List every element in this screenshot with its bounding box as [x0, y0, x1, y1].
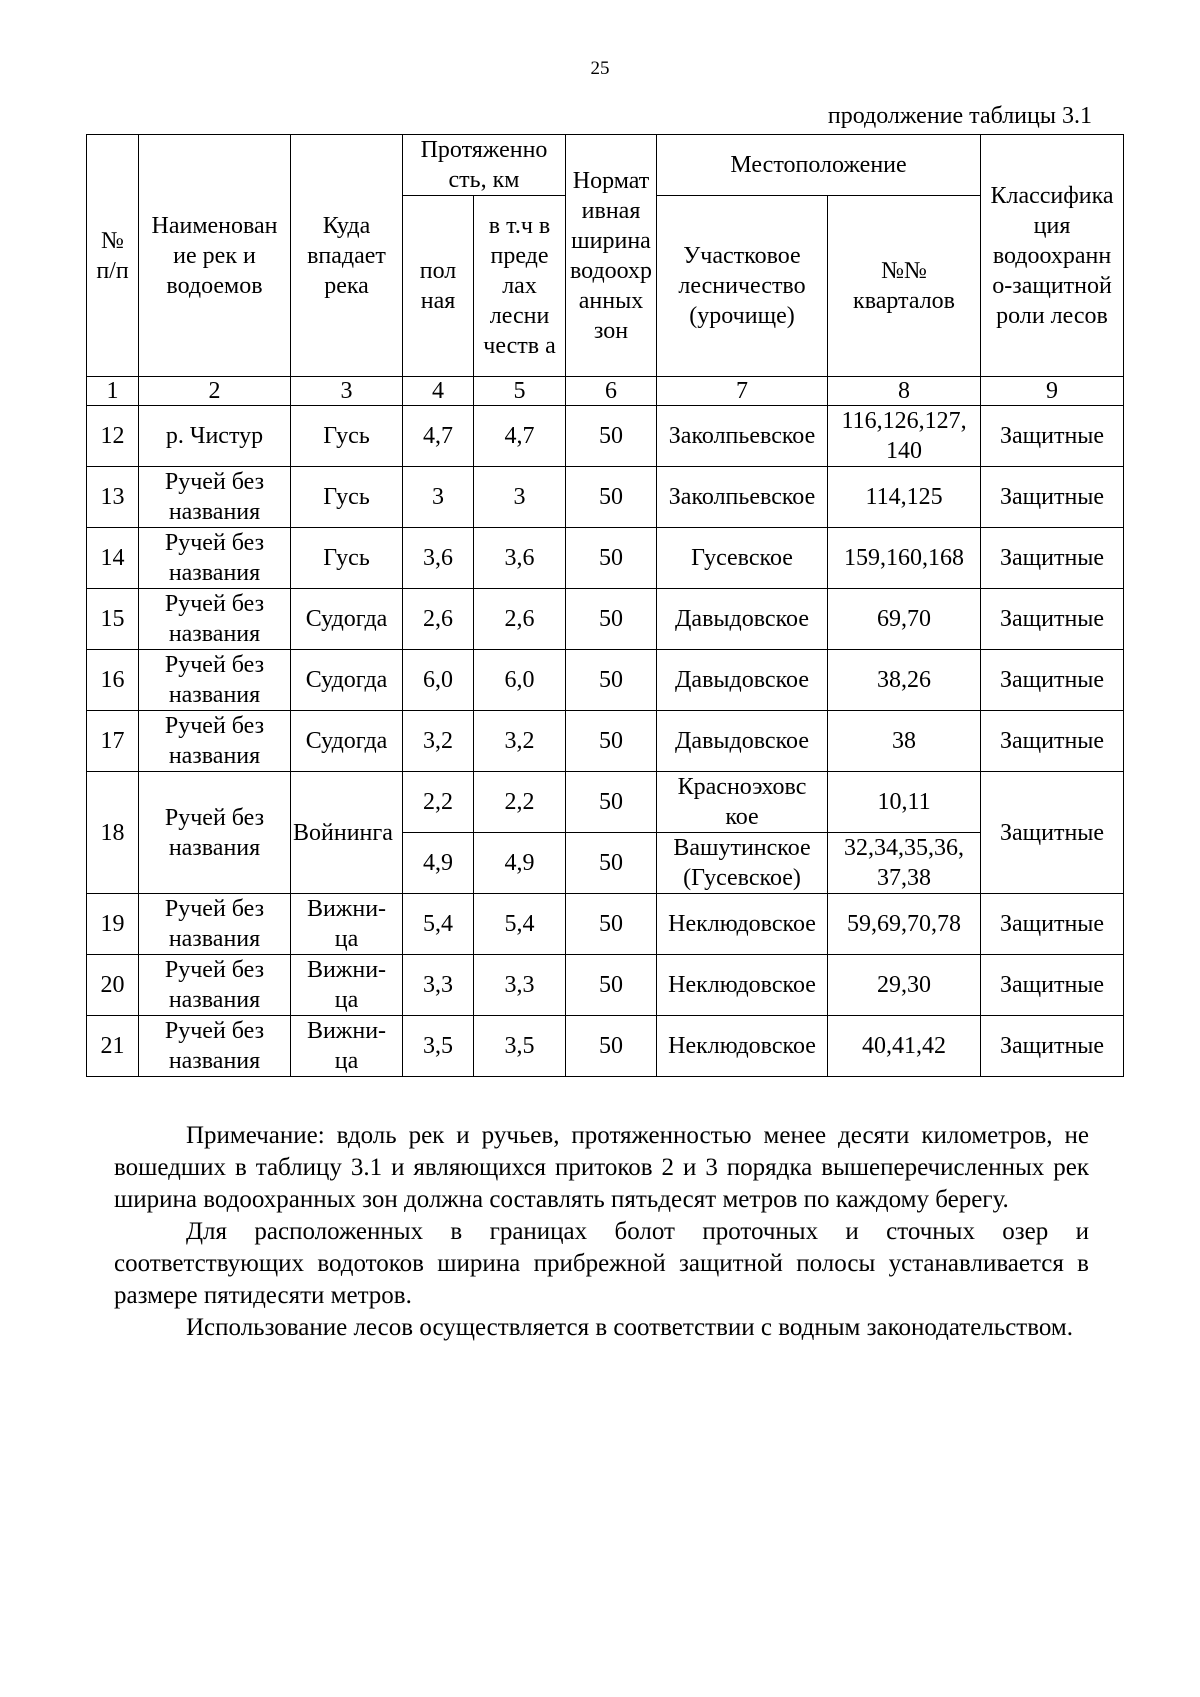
cell-length-full: 3 [403, 467, 474, 528]
cell-forestry: Заколпьевское [657, 467, 828, 528]
cell-width: 50 [566, 711, 657, 772]
cell-length-full: 3,3 [403, 955, 474, 1016]
column-number: 3 [291, 377, 403, 406]
cell-flows-into: Судогда [291, 711, 403, 772]
cell-name: Ручей без названия [139, 894, 291, 955]
cell-forestry: Неклюдовское [657, 894, 828, 955]
table-caption: продолжение таблицы 3.1 [827, 103, 1092, 129]
cell-num: 13 [87, 467, 139, 528]
cell-length-full: 2,6 [403, 589, 474, 650]
header-flows-into: Куда впадает река [291, 135, 403, 377]
cell-length-full: 5,4 [403, 894, 474, 955]
cell-name: Ручей без названия [139, 955, 291, 1016]
cell-flows-into: Судогда [291, 589, 403, 650]
cell-length-forestry: 4,9 [474, 833, 566, 894]
cell-length-forestry: 2,2 [474, 772, 566, 833]
header-row-1 [87, 135, 1124, 196]
cell-num: 20 [87, 955, 139, 1016]
cell-num: 14 [87, 528, 139, 589]
cell-blocks: 69,70 [828, 589, 981, 650]
cell-num: 19 [87, 894, 139, 955]
cell-length-forestry: 4,7 [474, 406, 566, 467]
column-number-row [87, 377, 1124, 406]
column-number: 6 [566, 377, 657, 406]
cell-classification: Защитные [981, 467, 1124, 528]
cell-forestry: Красноэховс кое [657, 772, 828, 833]
notes-section [114, 1120, 1089, 1344]
cell-classification: Защитные [981, 650, 1124, 711]
table-row [87, 772, 1124, 833]
cell-blocks: 159,160,168 [828, 528, 981, 589]
cell-num: 17 [87, 711, 139, 772]
cell-length-forestry: 3,2 [474, 711, 566, 772]
cell-classification: Защитные [981, 894, 1124, 955]
cell-num: 16 [87, 650, 139, 711]
header-blocks: №№ кварталов [828, 196, 981, 377]
cell-forestry: Гусевское [657, 528, 828, 589]
cell-length-full: 3,5 [403, 1016, 474, 1077]
column-number: 5 [474, 377, 566, 406]
header-num: № п/п [87, 135, 139, 377]
cell-width: 50 [566, 1016, 657, 1077]
cell-width: 50 [566, 589, 657, 650]
cell-length-forestry: 3 [474, 467, 566, 528]
table-row [87, 406, 1124, 467]
cell-classification: Защитные [981, 711, 1124, 772]
page-number: 25 [590, 58, 610, 79]
table-row [87, 1016, 1124, 1077]
cell-flows-into: Вижни- ца [291, 1016, 403, 1077]
column-number: 8 [828, 377, 981, 406]
column-number: 4 [403, 377, 474, 406]
header-name: Наименован ие рек и водоемов [139, 135, 291, 377]
cell-length-full: 4,9 [403, 833, 474, 894]
cell-classification: Защитные [981, 406, 1124, 467]
note-paragraph: Для расположенных в границах болот проточных и сточных озер и соответствующих водотоков ширина прибрежной защитной полосы устанавливается в размере пятидесяти метров. [114, 1218, 1089, 1309]
cell-width: 50 [566, 467, 657, 528]
cell-blocks: 114,125 [828, 467, 981, 528]
cell-name: Ручей без названия [139, 1016, 291, 1077]
table-row [87, 528, 1124, 589]
header-norm-width: Нормат ивная ширина водоохр анных зон [566, 135, 657, 377]
cell-num: 12 [87, 406, 139, 467]
table-row [87, 467, 1124, 528]
cell-length-full: 3,2 [403, 711, 474, 772]
cell-length-full: 4,7 [403, 406, 474, 467]
cell-blocks: 10,11 [828, 772, 981, 833]
cell-flows-into: Гусь [291, 467, 403, 528]
cell-forestry: Давыдовское [657, 650, 828, 711]
note-paragraph: Использование лесов осуществляется в соответствии с водным законодательством. [186, 1314, 1073, 1341]
cell-name: Ручей без названия [139, 528, 291, 589]
cell-forestry: Неклюдовское [657, 1016, 828, 1077]
cell-length-forestry: 5,4 [474, 894, 566, 955]
cell-length-full: 3,6 [403, 528, 474, 589]
table-row [87, 650, 1124, 711]
table-row [87, 894, 1124, 955]
cell-width: 50 [566, 650, 657, 711]
header-length-forestry: в т.ч в преде лах лесни честв а [474, 196, 566, 377]
cell-name: р. Чистур [139, 406, 291, 467]
table-row [87, 711, 1124, 772]
header-classification: Классифика ция водоохранн о-защитной роли лесов [981, 135, 1124, 377]
cell-flows-into: Вижни- ца [291, 955, 403, 1016]
header-forestry: Участковое лесничество (урочище) [657, 196, 828, 377]
cell-blocks: 116,126,127, 140 [828, 406, 981, 467]
cell-blocks: 32,34,35,36, 37,38 [828, 833, 981, 894]
cell-classification: Защитные [981, 528, 1124, 589]
cell-num: 15 [87, 589, 139, 650]
cell-forestry: Неклюдовское [657, 955, 828, 1016]
header-length-group: Протяженно сть, км [403, 135, 566, 196]
column-number: 2 [139, 377, 291, 406]
cell-forestry: Заколпьевское [657, 406, 828, 467]
cell-length-forestry: 6,0 [474, 650, 566, 711]
cell-blocks: 29,30 [828, 955, 981, 1016]
cell-forestry: Вашутинское (Гусевское) [657, 833, 828, 894]
cell-flows-into: Гусь [291, 406, 403, 467]
cell-name: Ручей без названия [139, 711, 291, 772]
table-row [87, 589, 1124, 650]
cell-classification: Защитные [981, 772, 1124, 894]
cell-width: 50 [566, 772, 657, 833]
column-number: 1 [87, 377, 139, 406]
cell-length-forestry: 3,5 [474, 1016, 566, 1077]
cell-flows-into: Судогда [291, 650, 403, 711]
cell-num: 18 [87, 772, 139, 894]
column-number: 9 [981, 377, 1124, 406]
cell-length-full: 6,0 [403, 650, 474, 711]
table-row [87, 955, 1124, 1016]
cell-name: Ручей без названия [139, 650, 291, 711]
cell-width: 50 [566, 406, 657, 467]
column-number: 7 [657, 377, 828, 406]
cell-width: 50 [566, 833, 657, 894]
cell-flows-into: Гусь [291, 528, 403, 589]
cell-forestry: Давыдовское [657, 711, 828, 772]
cell-classification: Защитные [981, 589, 1124, 650]
cell-flows-into: Войнинга [291, 772, 403, 894]
cell-name: Ручей без названия [139, 772, 291, 894]
cell-flows-into: Вижни- ца [291, 894, 403, 955]
cell-forestry: Давыдовское [657, 589, 828, 650]
cell-blocks: 40,41,42 [828, 1016, 981, 1077]
note-paragraph: Примечание: вдоль рек и ручьев, протяженностью менее десяти километров, не вошедших в таблицу 3.1 и являющихся притоков 2 и 3 порядка вышеперечисленных рек ширина водоохранных зон должна составлять пятьдесят метров по каждому берегу. [114, 1122, 1089, 1213]
cell-width: 50 [566, 528, 657, 589]
cell-blocks: 38 [828, 711, 981, 772]
cell-width: 50 [566, 955, 657, 1016]
cell-length-forestry: 3,3 [474, 955, 566, 1016]
cell-name: Ручей без названия [139, 589, 291, 650]
cell-length-forestry: 2,6 [474, 589, 566, 650]
header-location-group: Местоположение [657, 135, 981, 196]
cell-classification: Защитные [981, 1016, 1124, 1077]
cell-length-forestry: 3,6 [474, 528, 566, 589]
cell-name: Ручей без названия [139, 467, 291, 528]
header-length-full: пол ная [403, 196, 474, 377]
cell-blocks: 38,26 [828, 650, 981, 711]
cell-classification: Защитные [981, 955, 1124, 1016]
cell-num: 21 [87, 1016, 139, 1077]
cell-length-full: 2,2 [403, 772, 474, 833]
cell-blocks: 59,69,70,78 [828, 894, 981, 955]
cell-width: 50 [566, 894, 657, 955]
water-protection-table [86, 134, 1124, 1077]
